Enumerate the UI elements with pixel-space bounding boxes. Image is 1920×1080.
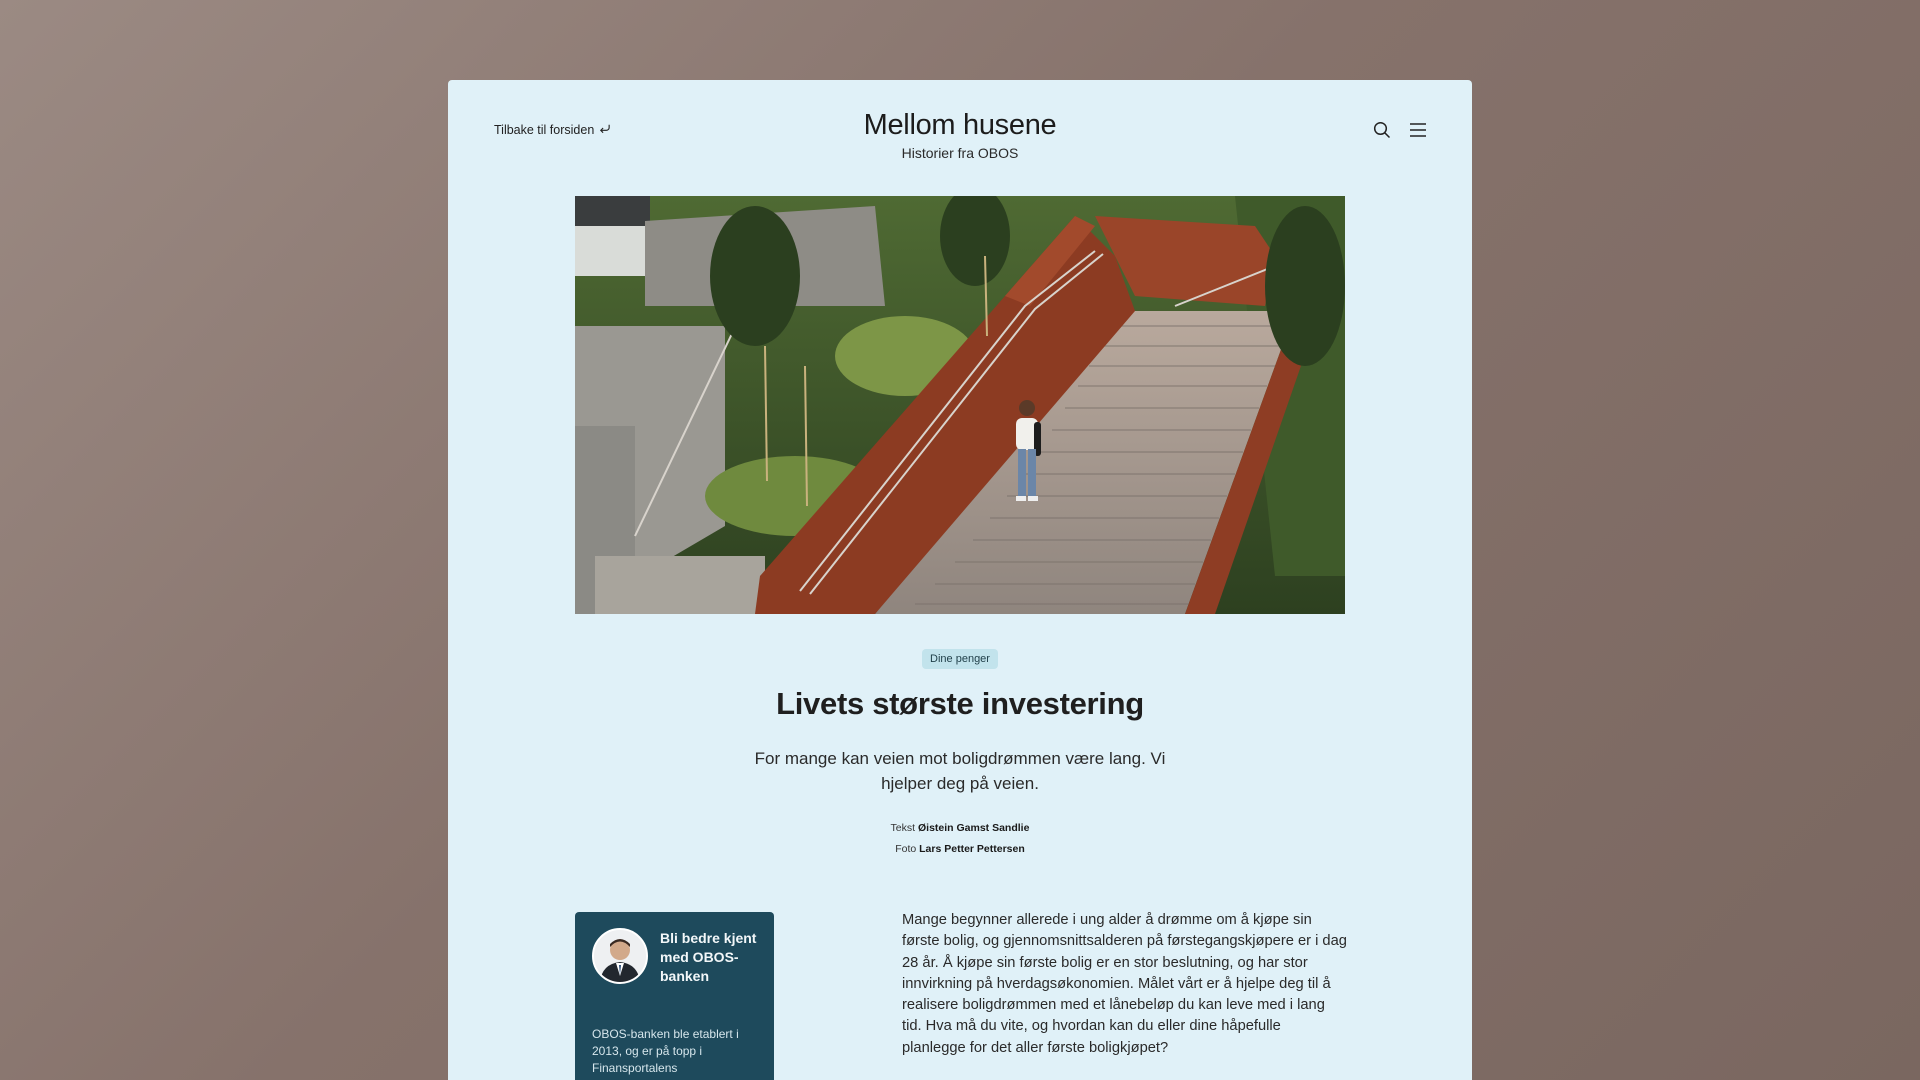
menu-icon[interactable] xyxy=(1408,120,1428,140)
photo-credit-label: Foto xyxy=(895,843,917,855)
obos-bank-info-card[interactable] xyxy=(575,912,774,1080)
article-lead: For mange kan veien mot boligdrømmen være lang. Vi hjelper deg på veien. xyxy=(754,749,1166,793)
card-text: OBOS-banken ble etablert i 2013, og er på topp i Finansportalens xyxy=(592,1027,739,1075)
stairs-photo xyxy=(575,196,1345,614)
card-title: Bli bedre kjent med OBOS-banken xyxy=(660,930,757,984)
article-body: Mange begynner allerede i ung alder å drømme om å kjøpe sin første bolig, og gjennomsnittsalderen på førstegangskjøpere er i dag 28 år. Å kjøpe sin første bolig er en stor beslutning, og har stor innvirkning på hverdagsøkonomien. Målet vårt er å hjelpe deg til å realisere boligdrømmen med et lånebeløp du kan leve med i lang tid. Hva må du vite, og hvordan kan du eller dine håpefulle planlegge for det aller første boligkjøpet? xyxy=(902,912,1347,1056)
back-link-label: Tilbake til forsiden xyxy=(494,123,595,137)
text-credit-label: Tekst xyxy=(890,822,916,834)
category-badge-wrap xyxy=(448,649,1472,669)
text-credit-author: Øistein Gamst Sandlie xyxy=(917,822,1030,834)
text-credit xyxy=(448,818,1472,839)
article-credits xyxy=(448,818,1472,860)
avatar xyxy=(592,928,648,984)
site-brand[interactable] xyxy=(448,110,1472,161)
article-title: Livets største investering xyxy=(776,686,1144,721)
search-icon[interactable] xyxy=(1372,120,1392,140)
site-title: Mellom husene xyxy=(863,109,1057,141)
top-bar xyxy=(448,80,1472,190)
category-badge[interactable]: Dine penger xyxy=(922,649,998,669)
article-page xyxy=(448,80,1472,1080)
header-actions xyxy=(1372,120,1428,140)
photo-credit-author: Lars Petter Pettersen xyxy=(919,843,1025,855)
photo-credit xyxy=(448,839,1472,860)
site-subtitle: Historier fra OBOS xyxy=(901,144,1019,161)
hero-image xyxy=(575,196,1345,614)
